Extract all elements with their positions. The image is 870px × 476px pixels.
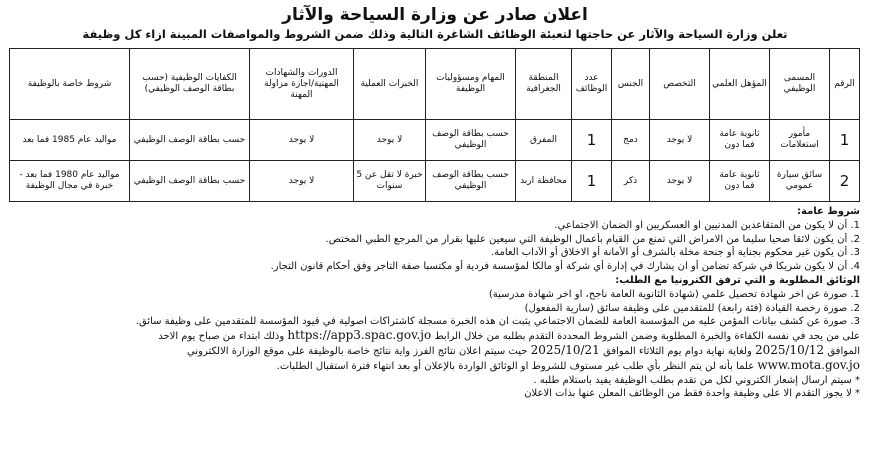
application-text: علما بأنه لن يتم النظر بأي طلب غير مستوف للشروط او الوثائق الواردة بالإعلان أو بعد انتهاء فترة استقبال الطلبات. bbox=[276, 360, 755, 372]
vacancies-table bbox=[9, 48, 860, 202]
announcement-subtitle: تعلن وزارة السياحة والآثار عن حاجتها لتعبئة الوظائف الشاغرة التالية وذلك ضمن الشروط والمواصفات المبينة ازاء كل وظيفة bbox=[82, 27, 788, 41]
note-item: * لا يجوز التقدم الا على وظيفة واحدة فقط من الوظائف المعلن عنها بذات الاعلان bbox=[524, 388, 860, 400]
ministry-website-link[interactable]: www.mota.gov.jo bbox=[757, 358, 860, 372]
application-text: ولغاية نهاية دوام يوم الثلاثاء الموافق bbox=[603, 345, 752, 357]
table-row bbox=[10, 161, 860, 202]
header-number: الرقم bbox=[830, 49, 860, 120]
application-text: الموافق bbox=[827, 345, 860, 357]
header-special-conditions: شروط خاصة بالوظيفة bbox=[10, 49, 130, 120]
row-number: 2 bbox=[830, 161, 860, 202]
experience-cell: لا يوجد bbox=[354, 120, 426, 161]
gender-cell: دمج bbox=[612, 120, 650, 161]
header-vacancy-count: عدد الوظائف bbox=[572, 49, 612, 120]
general-term-item: 1. أن لا يكون من المتقاعدين المدنيين او العسكريين او الضمان الاجتماعي. bbox=[554, 219, 860, 231]
header-region: المنطقة الجغرافية bbox=[516, 49, 572, 120]
region-cell: محافظة اربد bbox=[516, 161, 572, 202]
document-item: 3. صورة عن كشف بيانات المؤمن عليه من المؤسسة العامة للضمان الاجتماعي يثبت ان هذه الخبرة مسجلة كاشتراكات اصولية في قيود المؤسسة للمتقدمين على وظيفة سائق. bbox=[135, 316, 860, 328]
documents-heading: الوثائق المطلوبة و التي ترفق الكترونيا مع الطلب: bbox=[615, 274, 860, 286]
duties-cell: حسب بطاقة الوصف الوظيفي bbox=[426, 120, 516, 161]
application-link[interactable]: https://app3.spac.gov.jo bbox=[287, 329, 432, 343]
region-cell: المفرق bbox=[516, 120, 572, 161]
document-item: 2. صورة رخصة القيادة (فئة رابعة) للمتقدمين على وظيفة سائق (سارية المفعول) bbox=[524, 302, 860, 314]
application-line-1 bbox=[10, 329, 860, 344]
vacancy-count-cell: 1 bbox=[572, 120, 612, 161]
terms-section bbox=[10, 205, 860, 401]
general-term-item: 4. أن لا يكون شريكا في شركة تضامن أو ان يشارك في إدارة أي شركة أو مالكا لمؤسسة فردية أو مكتسبا صفة التاجر وفق أحكام قانون التجار. bbox=[270, 261, 860, 273]
general-term-item: 2. أن يكون لائقا صحيا سليما من الامراض التي تمنع من القيام بأعمال الوظيفة التي سيعين عليها بقرار من المرجع الطبي المختص. bbox=[325, 233, 860, 245]
courses-cell: لا يوجد bbox=[250, 161, 354, 202]
table-row bbox=[10, 120, 860, 161]
row-number: 1 bbox=[830, 120, 860, 161]
competencies-cell: حسب بطاقة الوصف الوظيفي bbox=[130, 161, 250, 202]
application-text: حيث سيتم اعلان نتائج الفرز واية نتائج خاصة بالوظيفة على موقع الوزارة الالكتروني bbox=[187, 345, 528, 357]
application-line-3 bbox=[10, 359, 860, 374]
specialization-cell: لا يوجد bbox=[650, 120, 710, 161]
qualification-cell: ثانوية عامة فما دون bbox=[710, 161, 770, 202]
table-header-row bbox=[10, 49, 860, 120]
start-date: 2025/10/12 bbox=[754, 343, 825, 357]
application-text: وذلك ابتداء من صباح يوم الاحد bbox=[158, 331, 285, 343]
general-terms-heading: شروط عامة: bbox=[797, 206, 860, 217]
header-qualification: المؤهل العلمي bbox=[710, 49, 770, 120]
application-text: على من يجد في نفسه الكفاءة والخبرة المطلوبة وضمن الشروط المحددة التقدم بطلبه من خلال الرابط bbox=[434, 331, 860, 343]
experience-cell: خبرة لا تقل عن 5 سنوات bbox=[354, 161, 426, 202]
header-courses-certificates: الدورات والشهادات المهنية/اجازة مزاولة المهنة bbox=[250, 49, 354, 120]
header-specialization: التخصص bbox=[650, 49, 710, 120]
job-title-cell: سائق سيارة عمومي bbox=[770, 161, 830, 202]
job-title-cell: مأمور استعلامات bbox=[770, 120, 830, 161]
note-item: * سيتم ارسال إشعار الكتروني لكل من تقدم بطلب الوظيفة يفيد باستلام طلبه . bbox=[533, 374, 860, 386]
end-date: 2025/10/21 bbox=[530, 343, 600, 357]
special-conditions-cell: مواليد عام 1980 فما بعد - خبرة في مجال الوظيفة bbox=[10, 161, 130, 202]
duties-cell: حسب بطاقة الوصف الوظيفي bbox=[426, 161, 516, 202]
courses-cell: لا يوجد bbox=[250, 120, 354, 161]
header-competencies: الكفايات الوظيفية (حسب بطاقة الوصف الوظيفي) bbox=[130, 49, 250, 120]
document-item: 1. صورة عن اخر شهادة تحصيل علمي (شهادة الثانوية العامة ناجح، او اخر شهادة مدرسية) bbox=[488, 288, 860, 300]
gender-cell: ذكر bbox=[612, 161, 650, 202]
vacancy-count-cell: 1 bbox=[572, 161, 612, 202]
special-conditions-cell: مواليد عام 1985 فما بعد bbox=[10, 120, 130, 161]
qualification-cell: ثانوية عامة فما دون bbox=[710, 120, 770, 161]
header-gender: الجنس bbox=[612, 49, 650, 120]
announcement-title: اعلان صادر عن وزارة السياحة والآثار bbox=[282, 5, 588, 25]
specialization-cell: لا يوجد bbox=[650, 161, 710, 202]
header-job-title: المسمى الوظيفي bbox=[770, 49, 830, 120]
header-experience: الخبرات العملية bbox=[354, 49, 426, 120]
header-duties: المهام ومسؤوليات الوظيفة bbox=[426, 49, 516, 120]
application-line-2 bbox=[10, 344, 860, 359]
competencies-cell: حسب بطاقة الوصف الوظيفي bbox=[130, 120, 250, 161]
general-term-item: 3. أن يكون غير محكوم بجناية أو جنحة مخلة بالشرف أو الأمانة أو الاخلاق أو الآداب العامة. bbox=[490, 247, 860, 259]
